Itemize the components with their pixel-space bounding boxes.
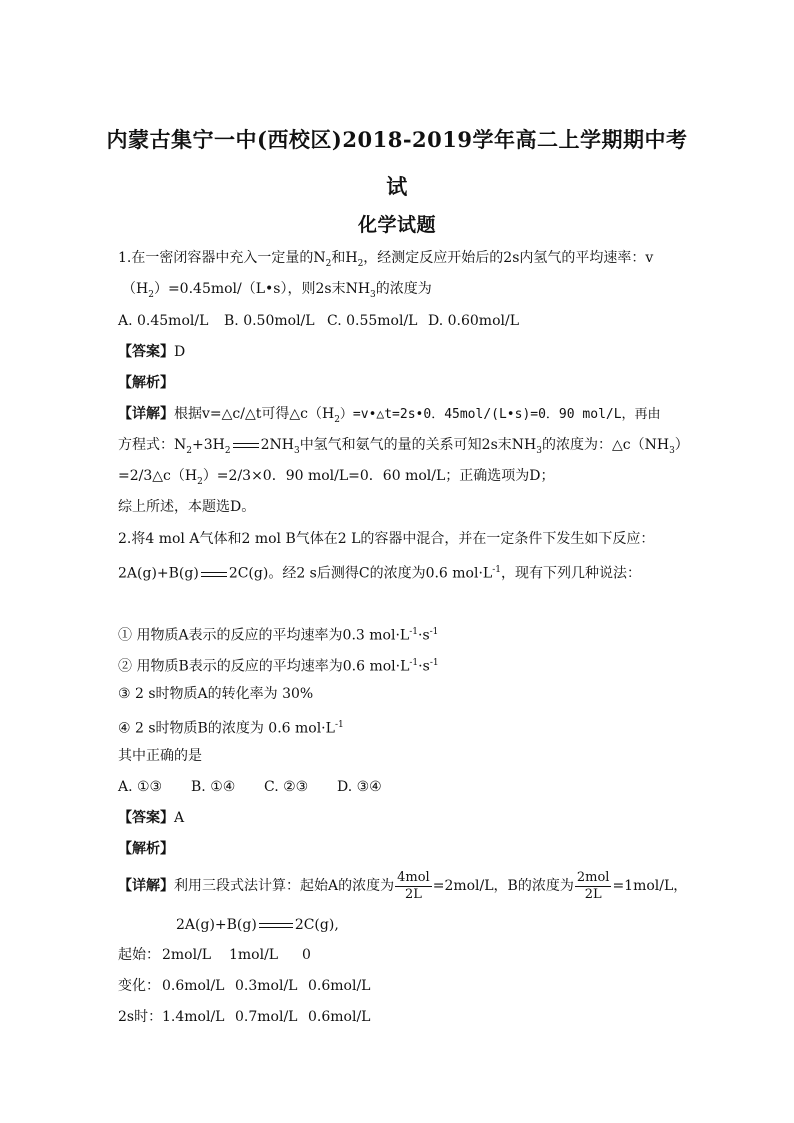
q2-option-d: D. ③④: [337, 779, 382, 795]
q1-summary: 综上所述，本题选D。: [118, 499, 256, 515]
q2-reaction: 2A(g)+B(g) 2C(g)。经2 s后测得C的浓度为0.6 $mol\cdot L^{-1}$，现有下列几种说法：: [118, 565, 641, 582]
q2-detail-line1: 【详解】利用三段式法计算：起始A的浓度为 $\frac{\text{4mol}}{2L}$ =2mol/L，B的浓度为 $\frac{\text{2mol}}{2L}$ =1mol/L，: [118, 869, 688, 902]
fraction-4mol-2L: $\frac{\text{4mol}}{2L}$: [397, 869, 430, 902]
q1-options: [118, 311, 519, 331]
q1-option-d: D. 0.60mol/L: [428, 313, 519, 329]
q1-option-c: C. 0.55mol/L: [327, 313, 418, 329]
q1-option-a: A. 0.45mol/L: [118, 313, 209, 329]
q2-row-2s: 2s时：1.4mol/L 0.7mol/L 0.6mol/L: [118, 1009, 371, 1025]
q2-equation: 2A(g)+B(g) 2C(g),: [176, 917, 339, 933]
q2-which: 其中正确的是: [118, 748, 202, 764]
q2-statement-4: ④ 2 s时物质B的浓度为 0.6 $mol\cdot L^{-1}$: [118, 720, 344, 737]
doc-title-line1: 内蒙古集宁一中(西校区)2018-2019学年高二上学期期中考: [106, 127, 688, 152]
q2-row-change: 变化： 0.6mol/L 0.3mol/L 0.6mol/L: [118, 978, 371, 994]
equilibrium-arrow-icon: [233, 440, 259, 450]
q2-option-a: A. ①③: [118, 779, 163, 795]
q1-stem-line2: $(H_2)=0.45mol/(L•s)$，则2s末$NH_3$的浓度为: [122, 281, 432, 300]
equilibrium-arrow-icon: [259, 920, 293, 930]
q1-stem-line1: 1.在一密闭容器中充入一定量的$N_2$和$H_2$，经测定反应开始后的2s内氢气的平均速率：v: [118, 250, 654, 269]
q1-detail-line3: $=2/3\triangle c(H_2)=2/3\times 0$．90 mol/L=0．60 mol/L；正确选项为D；: [118, 468, 555, 487]
q1-answer: 【答案】D: [118, 344, 186, 360]
q2-statement-3: ③ 2 s时物质A的转化率为 30%: [118, 686, 314, 702]
q1-detail-line1: 【详解】根据v=△c/△t可得$\triangle c(H_2)=v•\triangle t=2s•0$．45mol/(L•s)=0．90 mol/L，再由: [118, 406, 661, 425]
equilibrium-arrow-icon: [201, 569, 227, 579]
q2-options: [118, 777, 382, 797]
q2-analysis-label: 【解析】: [118, 841, 174, 857]
doc-subject: 化学试题: [357, 214, 436, 236]
q1-analysis-label: 【解析】: [118, 375, 174, 391]
fraction-2mol-2L: $\frac{\text{2mol}}{2L}$: [576, 869, 610, 902]
q2-row-start: 起始： 2mol/L 1mol/L 0: [118, 947, 311, 963]
q1-option-b: B. 0.50mol/L: [224, 313, 315, 329]
q2-option-b: B. ①④: [191, 779, 236, 795]
doc-title-line2: 试: [386, 174, 408, 199]
q2-statement-2: ② 用物质B表示的反应的平均速率为0.6 $mol\cdot L^{-1}\cdot s^{-1}$: [118, 658, 439, 675]
q2-answer: 【答案】A: [118, 810, 185, 826]
q2-stem: 2.将4 mol A气体和2 mol B气体在2 L的容器中混合，并在一定条件下发生如下反应：: [118, 531, 655, 547]
q2-statement-1: ① 用物质A表示的反应的平均速率为0.3 $mol\cdot L^{-1}\cdot s^{-1}$: [118, 627, 439, 644]
q2-option-c: C. ②③: [264, 779, 309, 795]
q1-detail-line2: 方程式：$N_2+3H_2$ $2NH_3$中氢气和氨气的量的关系可知2s末$NH_3$的浓度为：$\triangle c(NH_3)$: [118, 437, 689, 456]
